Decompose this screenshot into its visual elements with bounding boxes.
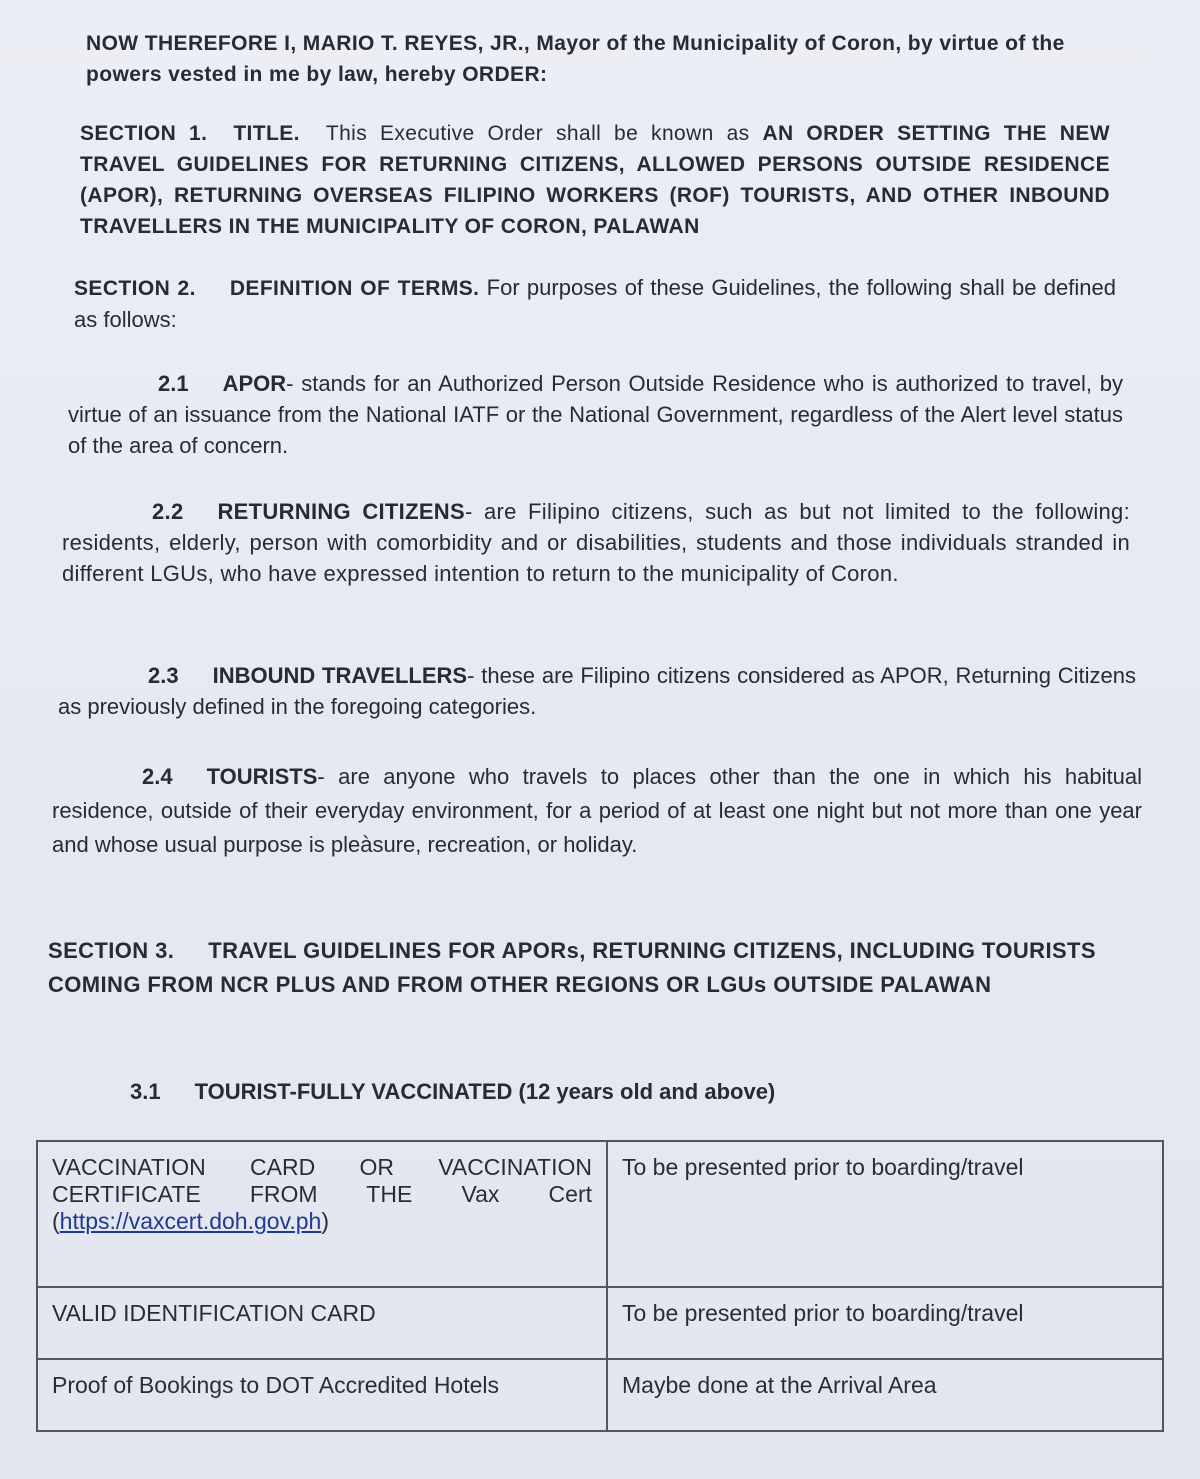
requirement-text: VACCINATION CARD OR VACCINATION CERTIFICATE FROM THE Vax Cert [52,1154,592,1207]
section-1 [80,118,1110,242]
table-row [37,1287,1163,1359]
table-row [37,1141,1163,1287]
vaxcert-link[interactable]: https://vaxcert.doh.gov.ph [59,1208,322,1234]
section-1-heading: TITLE. [233,122,300,145]
table-row [37,1359,1163,1431]
section-1-title: AN ORDER SETTING THE NEW TRAVEL GUIDELINES FOR RETURNING CITIZENS, ALLOWED PERSONS OUTSIDE RESIDENCE (APOR), RETURNING OVERSEAS FILIPINO WORKERS (ROF) TOURISTS, AND OTHER INBOUND TRAVELLERS IN THE MUNICIPALITY OF CORON, PALAWAN [80,122,1110,238]
vaxcert-link-wrap: (https://vaxcert.doh.gov.ph) [52,1208,330,1234]
definition-number: 2.3 [148,663,179,688]
section-3-heading: TRAVEL GUIDELINES FOR APORs, RETURNING CITIZENS, INCLUDING TOURISTS COMING FROM NCR PLUS AND FROM OTHER REGIONS OR LGUs OUTSIDE PALAWAN [48,938,1096,997]
requirement-cell: VALID IDENTIFICATION CARD [37,1287,607,1359]
definition-item [52,760,1142,862]
note-cell: Maybe done at the Arrival Area [607,1359,1163,1431]
definition-text: - these are Filipino citizens considered as APOR, Returning Citizens as previously defined in the foregoing categories. [58,663,1136,719]
section-1-lead: This Executive Order shall be known as [325,122,750,145]
section-2-label: SECTION 2. [74,277,196,300]
definition-number: 2.2 [152,499,184,524]
definition-term: APOR [222,371,287,396]
section-2-intro: For purposes of these Guidelines, the following shall be defined as follows: [74,275,1116,332]
definition-text: - are anyone who travels to places other than the one in which his habitual residence, outside of their everyday environment, for a period of at least one night but not more than one year and whose usual purpose is pleàsure, recreation, or holiday. [52,764,1142,857]
subsection-3-1 [130,1076,1030,1107]
preamble-line-1: NOW THEREFORE I, MARIO T. REYES, JR., Mayor of the Municipality of Coron, by virtue of the [86,32,1065,55]
requirements-table [36,1140,1164,1432]
section-1-label: SECTION 1. [80,122,208,145]
definition-term: RETURNING CITIZENS [217,499,465,524]
definition-term: INBOUND TRAVELLERS [212,663,468,688]
subsection-title: TOURIST-FULLY VACCINATED (12 years old and above) [194,1079,776,1104]
section-2-heading: DEFINITION OF TERMS. [229,277,480,300]
note-cell: To be presented prior to boarding/travel [607,1287,1163,1359]
definition-item [68,368,1123,461]
note-cell: To be presented prior to boarding/travel [607,1141,1163,1287]
subsection-number: 3.1 [130,1079,161,1104]
definition-item [58,660,1136,722]
requirement-cell: Proof of Bookings to DOT Accredited Hotels [37,1359,607,1431]
section-3 [48,934,1156,1002]
definition-term: TOURISTS [206,764,318,789]
definition-number: 2.4 [142,764,173,789]
requirement-cell [37,1141,607,1287]
definition-item [62,496,1130,589]
preamble [86,28,1116,90]
definition-text: - stands for an Authorized Person Outside Residence who is authorized to travel, by virtue of an issuance from the National IATF or the National Government, regardless of the Alert level status of the area of concern. [68,371,1123,458]
section-2 [74,272,1116,335]
definition-number: 2.1 [158,371,189,396]
preamble-line-2: powers vested in me by law, hereby ORDER: [86,63,548,86]
definition-text: - are Filipino citizens, such as but not limited to the following: residents, elderly, person with comorbidity and or disabilities, students and those individuals stranded in different LGUs, who have expressed intention to return to the municipality of Coron. [62,499,1130,586]
section-3-label: SECTION 3. [48,938,175,963]
